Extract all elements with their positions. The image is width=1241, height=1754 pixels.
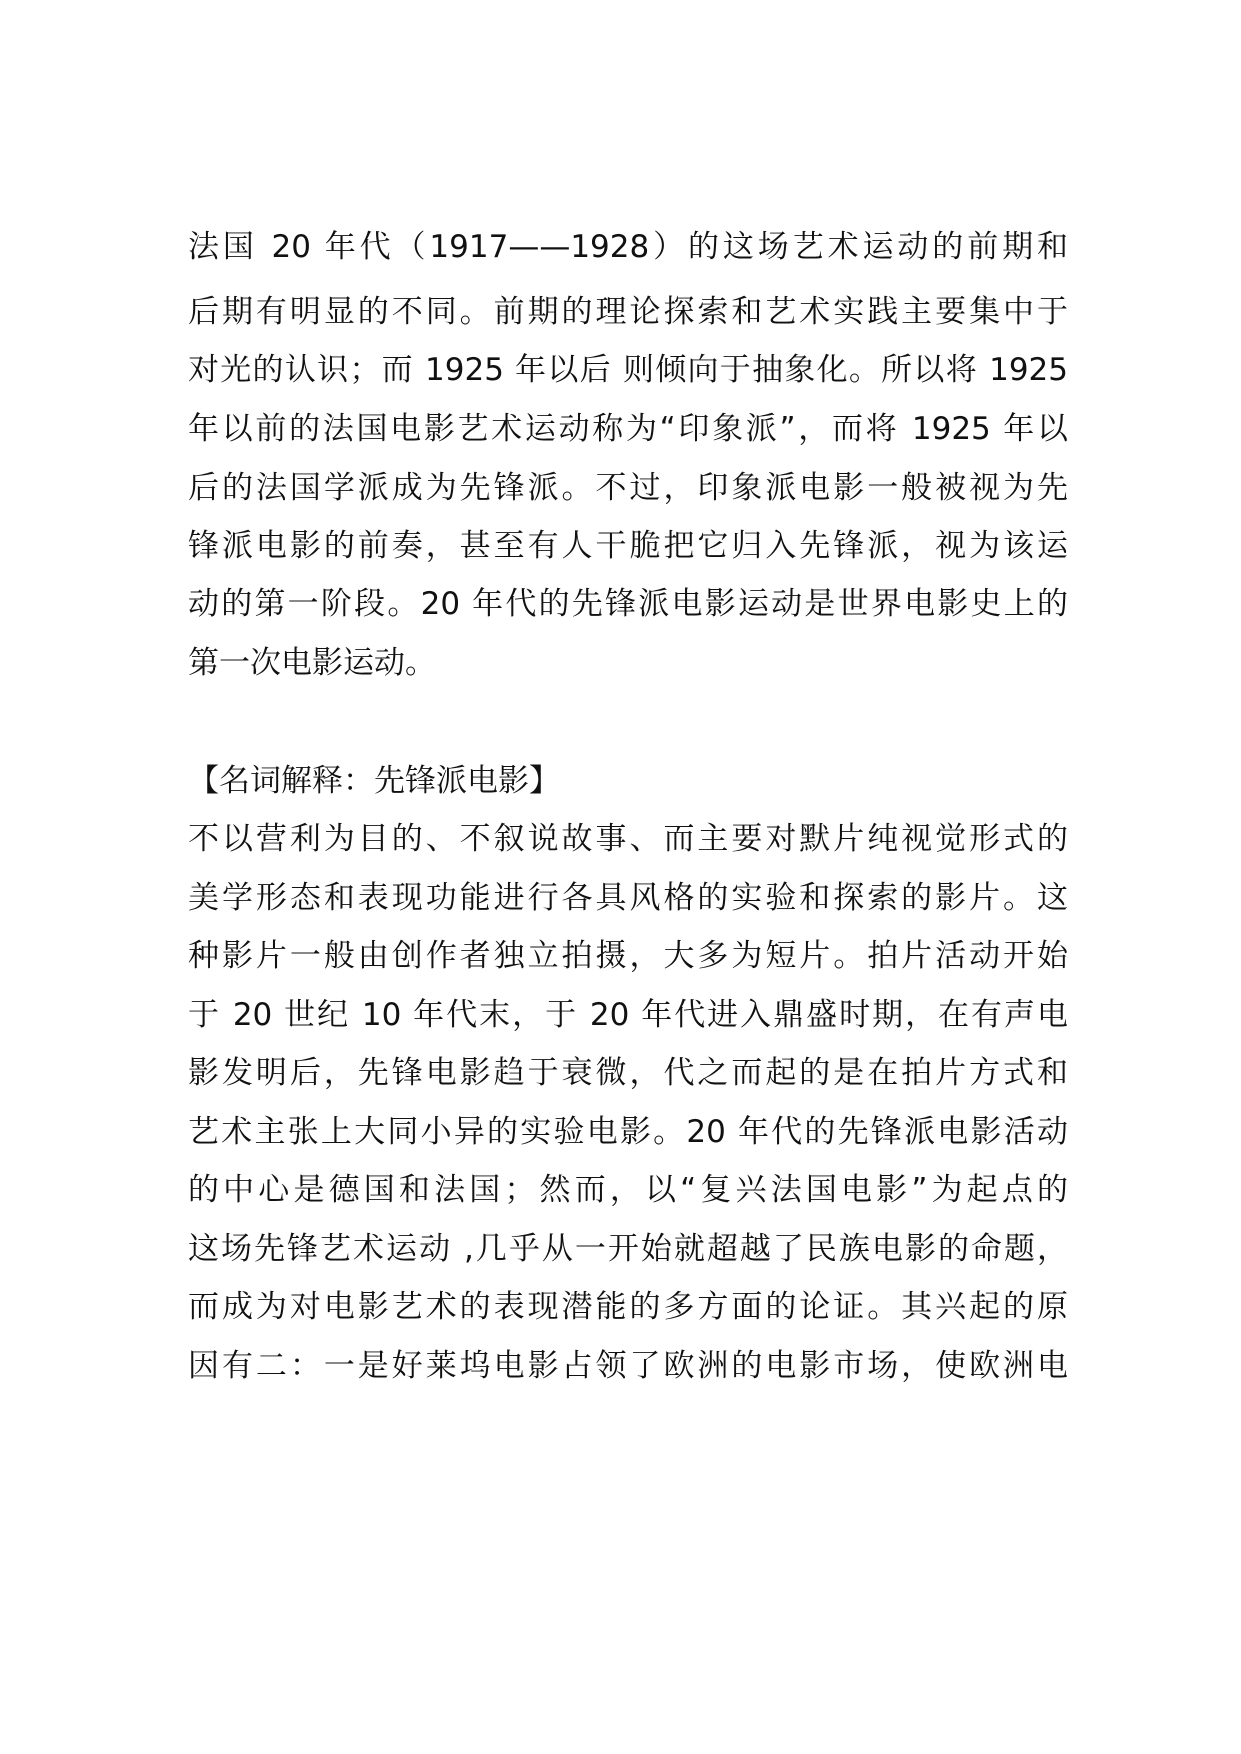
text-line: 而成为对电影艺术的表现潜能的多方面的论证。其兴起的原 bbox=[188, 1289, 1068, 1325]
text-line: 动的第一阶段。20 年代的先锋派电影运动是世界电影史上的 bbox=[188, 586, 1068, 622]
section-heading: 【名词解释：先锋派电影】 bbox=[188, 763, 560, 799]
text-line: 影发明后，先锋电影趋于衰微，代之而起的是在拍片方式和 bbox=[188, 1055, 1068, 1091]
text-line: 法国 20 年代（1917——1928）的这场艺术运动的前期和 bbox=[188, 229, 1068, 265]
text-line: 的中心是德国和法国；然而，以“复兴法国电影”为起点的 bbox=[188, 1172, 1068, 1208]
text-line: 这场先锋艺术运动 ,几乎从一开始就超越了民族电影的命题， bbox=[188, 1231, 1068, 1267]
text-line: 艺术主张上大同小异的实验电影。20 年代的先锋派电影活动 bbox=[188, 1114, 1068, 1150]
text-line: 后期有明显的不同。前期的理论探索和艺术实践主要集中于 bbox=[188, 294, 1068, 330]
text-line: 因有二：一是好莱坞电影占领了欧洲的电影市场，使欧洲电 bbox=[188, 1348, 1068, 1384]
text-line: 于 20 世纪 10 年代末，于 20 年代进入鼎盛时期，在有声电 bbox=[188, 997, 1068, 1033]
text-line: 种影片一般由创作者独立拍摄，大多为短片。拍片活动开始 bbox=[188, 938, 1068, 974]
text-line: 锋派电影的前奏，甚至有人干脆把它归入先锋派，视为该运 bbox=[188, 528, 1068, 564]
text-line: 年以前的法国电影艺术运动称为“印象派”，而将 1925 年以 bbox=[188, 411, 1068, 447]
text-line: 后的法国学派成为先锋派。不过，印象派电影一般被视为先 bbox=[188, 470, 1068, 506]
text-line: 第一次电影运动。 bbox=[188, 645, 436, 681]
text-line: 美学形态和表现功能进行各具风格的实验和探索的影片。这 bbox=[188, 880, 1068, 916]
text-line: 对光的认识；而 1925 年以后 则倾向于抽象化。所以将 1925 bbox=[188, 352, 1068, 388]
text-line: 不以营利为目的、不叙说故事、而主要对默片纯视觉形式的 bbox=[188, 821, 1068, 857]
